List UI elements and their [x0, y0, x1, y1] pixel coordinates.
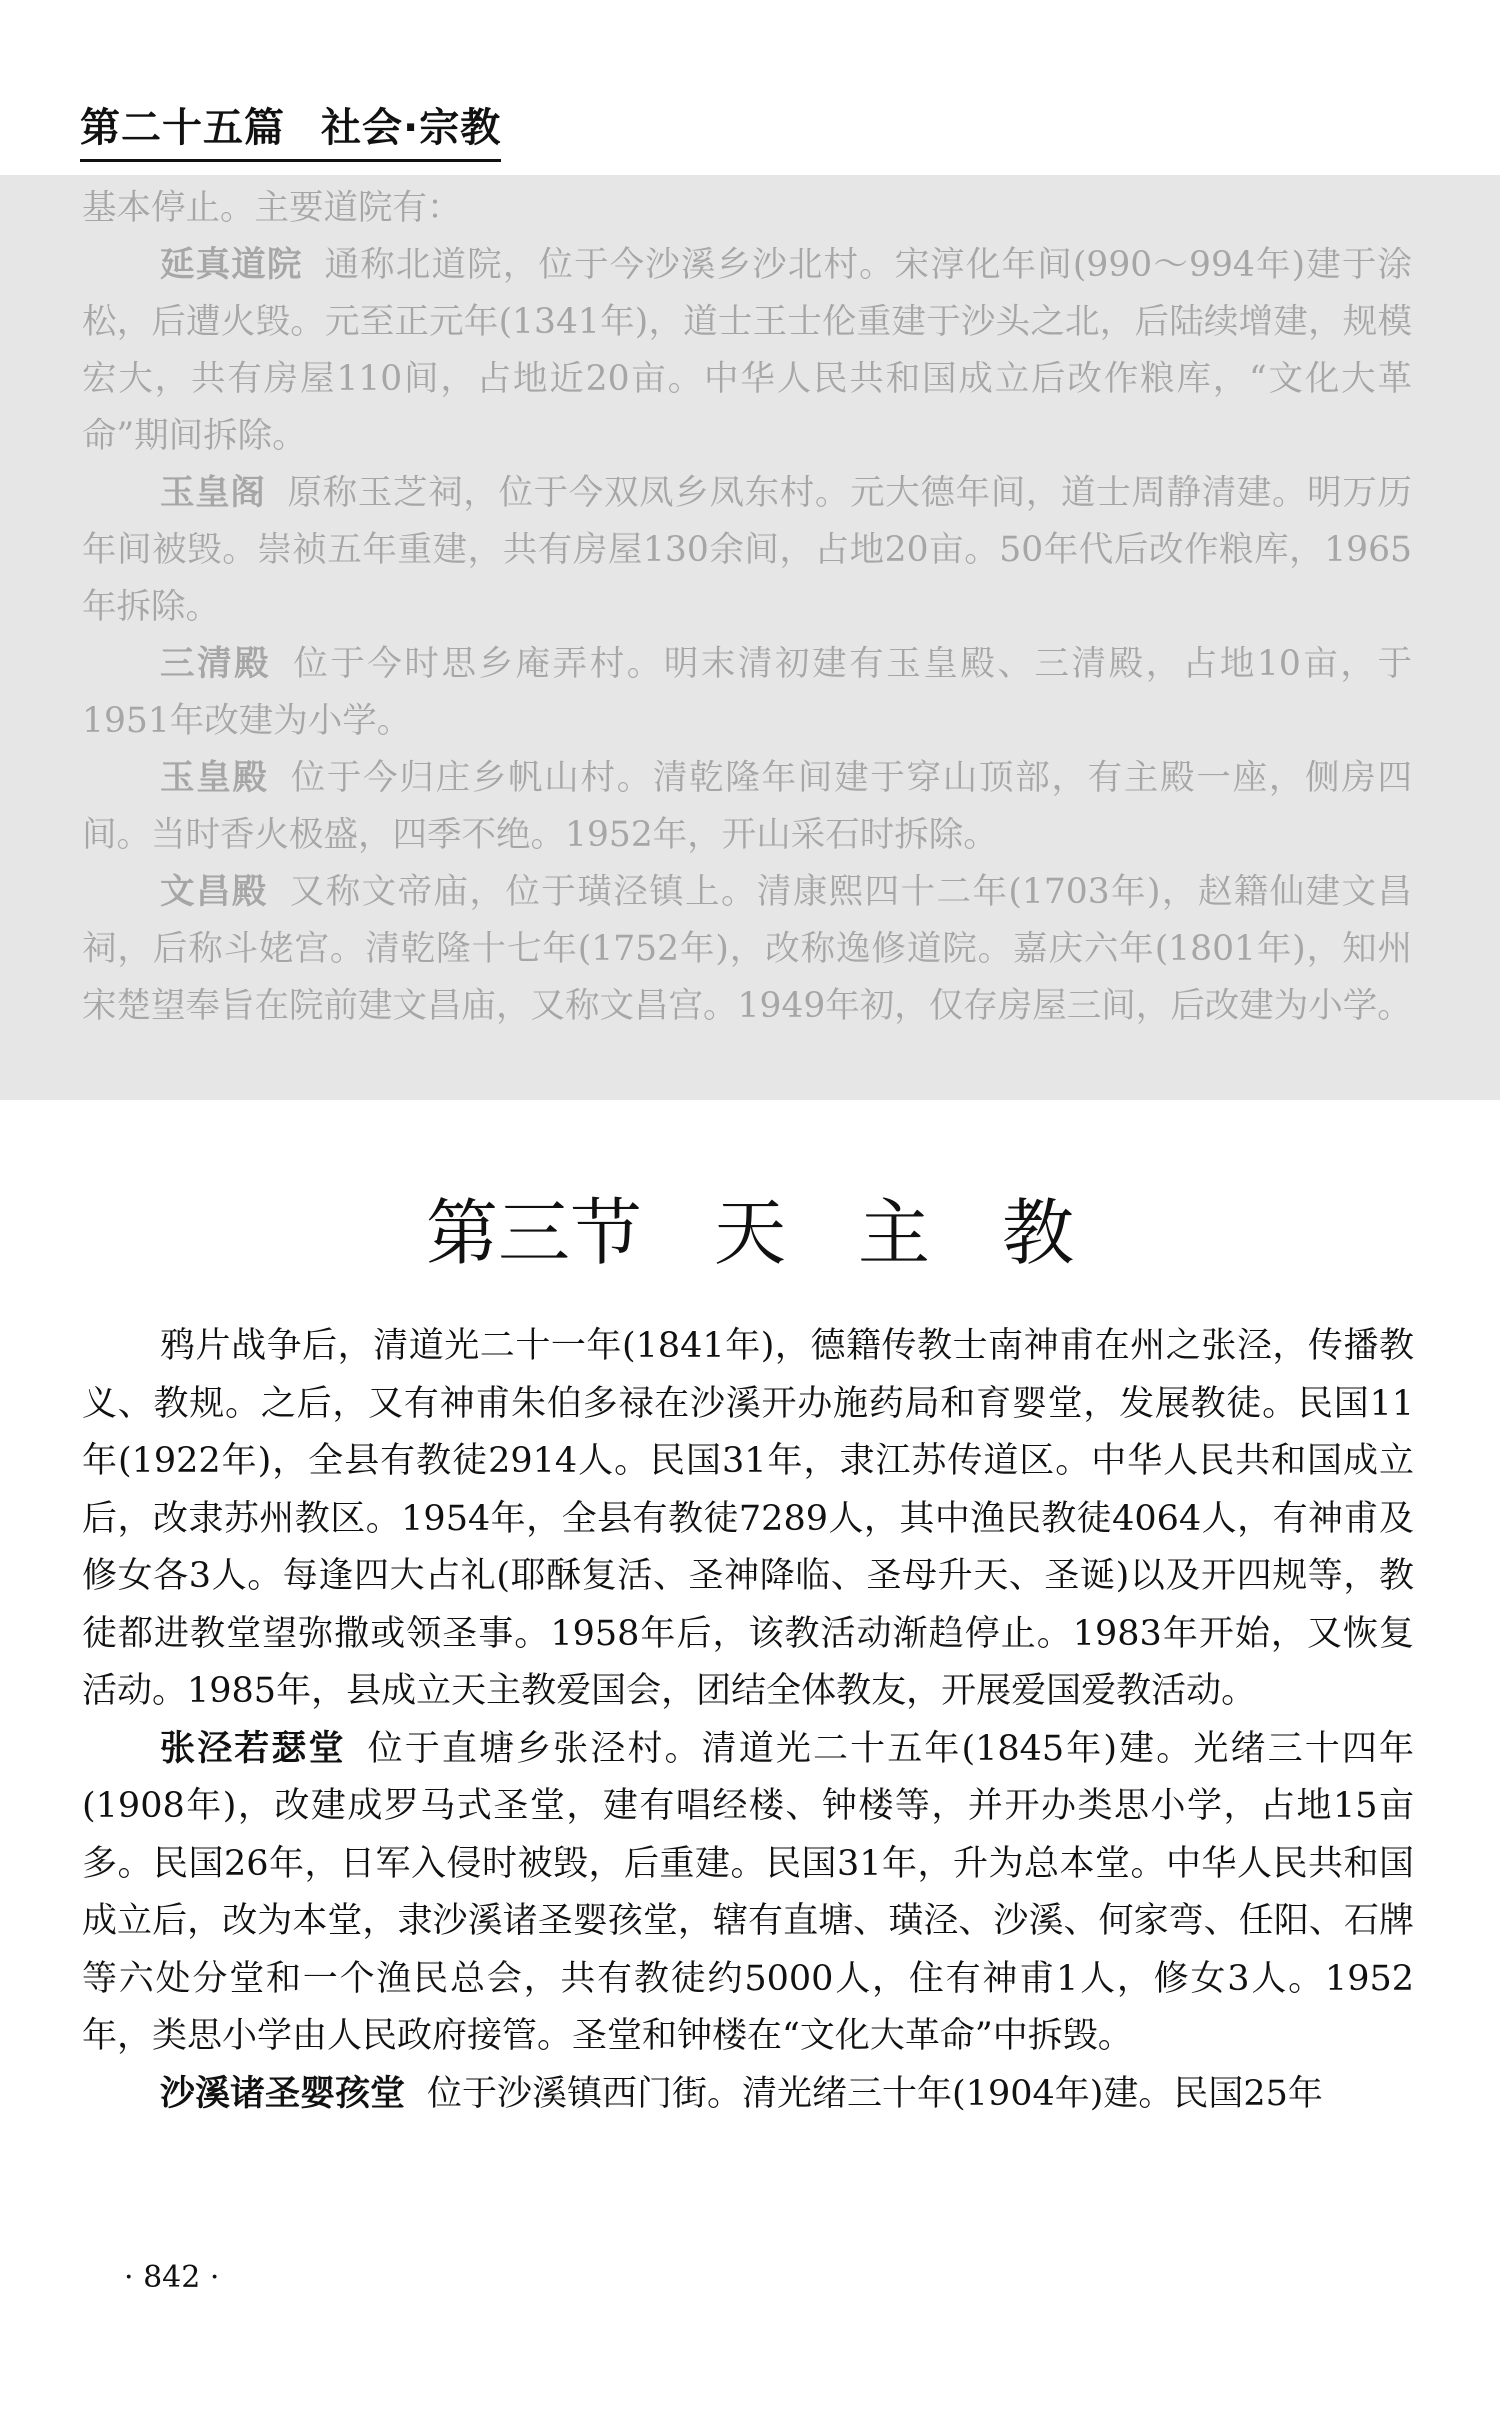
entry-title: 文昌殿 — [160, 872, 268, 912]
entry-text: 位于沙溪镇西门街。清光绪三十年(1904年)建。民国25年 — [427, 2073, 1323, 2114]
entry-text: 位于今归庄乡帆山村。清乾隆年间建于穿山顶部，有主殿一座，侧房四间。当时香火极盛，四季不绝。1952年，开山采石时拆除。 — [82, 758, 1413, 855]
entry-title: 三清殿 — [160, 644, 272, 684]
entry-title: 张泾若瑟堂 — [160, 1728, 346, 1769]
section-char: 教 — [1002, 1191, 1075, 1275]
intro-paragraph: 鸦片战争后，清道光二十一年(1841年)，德籍传教士南神甫在州之张泾，传播教义、教规。之后，又有神甫朱伯多禄在沙溪开办施药局和育婴堂，发展教徒。民国11年(1922年)，全县有教徒2914人。民国31年，隶江苏传道区。中华人民共和国成立后，改隶苏州教区。1954年，全县有教徒7289人，其中渔民教徒4064人，有神甫及修女各3人。每逢四大占礼(耶酥复活、圣神降临、圣母升天、圣诞)以及开四规等，教徒都进教堂望弥撒或领圣事。1958年后，该教活动渐趋停止。1983年开始，又恢复活动。1985年，县成立天主教爱国会，团结全体教友，开展爱国爱教活动。 — [82, 1326, 1414, 1711]
part-title: 社会·宗教 — [321, 105, 502, 151]
previous-section-text — [82, 180, 1412, 1035]
entry-title: 延真道院 — [160, 245, 303, 285]
section-number: 第三节 — [425, 1191, 642, 1275]
intro-paragraph: 基本停止。主要道院有： — [82, 188, 462, 228]
entry-paragraph — [82, 750, 1412, 864]
entry-text: 位于今时思乡庵弄村。明末清初建有玉皇殿、三清殿，占地10亩，于1951年改建为小学。 — [82, 644, 1412, 741]
entry-title: 沙溪诸圣婴孩堂 — [160, 2073, 406, 2114]
entry-paragraph — [82, 237, 1412, 465]
entry-title: 玉皇阁 — [160, 473, 266, 513]
section-body — [82, 1318, 1414, 2123]
entry-text: 位于直塘乡张泾村。清道光二十五年(1845年)建。光绪三十四年(1908年)，改建成罗马式圣堂，建有唱经楼、钟楼等，并开办类思小学，占地15亩多。民国26年，日军入侵时被毁，后重建。民国31年，升为总本堂。中华人民共和国成立后，改为本堂，隶沙溪诸圣婴孩堂，辖有直塘、璜泾、沙溪、何家弯、任阳、石牌等六处分堂和一个渔民总会，共有教徒约5000人，住有神甫1人，修女3人。1952年，类思小学由人民政府接管。圣堂和钟楼在“文化大革命”中拆毁。 — [82, 1728, 1414, 2056]
entry-paragraph — [82, 465, 1412, 636]
entry-paragraph — [82, 864, 1412, 1035]
entry-paragraph — [82, 1721, 1414, 2066]
section-char: 天 — [713, 1191, 786, 1275]
section-char: 主 — [858, 1191, 931, 1275]
part-label: 第二十五篇 — [80, 105, 285, 151]
entry-paragraph — [82, 636, 1412, 750]
entry-text: 又称文帝庙，位于璜泾镇上。清康熙四十二年(1703年)，赵籍仙建文昌祠，后称斗姥宫。清乾隆十七年(1752年)，改称逸修道院。嘉庆六年(1801年)，知州宋楚望奉旨在院前建文昌庙，又称文昌宫。1949年初，仅存房屋三间，后改建为小学。 — [82, 872, 1413, 1026]
page-number: · 842 · — [124, 2260, 220, 2295]
entry-text: 通称北道院，位于今沙溪乡沙北村。宋淳化年间(990～994年)建于涂松，后遭火毁。元至正元年(1341年)，道士王士伦重建于沙头之北，后陆续增建，规模宏大，共有房屋110间，占地近20亩。中华人民共和国成立后改作粮库，“文化大革命”期间拆除。 — [82, 245, 1412, 456]
running-header — [80, 96, 501, 162]
section-title — [0, 1175, 1500, 1279]
entry-text: 原称玉芝祠，位于今双凤乡凤东村。元大德年间，道士周静清建。明万历年间被毁。崇祯五年重建，共有房屋130余间，占地20亩。50年代后改作粮库，1965年拆除。 — [82, 473, 1413, 627]
entry-paragraph — [82, 2066, 1414, 2124]
entry-title: 玉皇殿 — [160, 758, 269, 798]
